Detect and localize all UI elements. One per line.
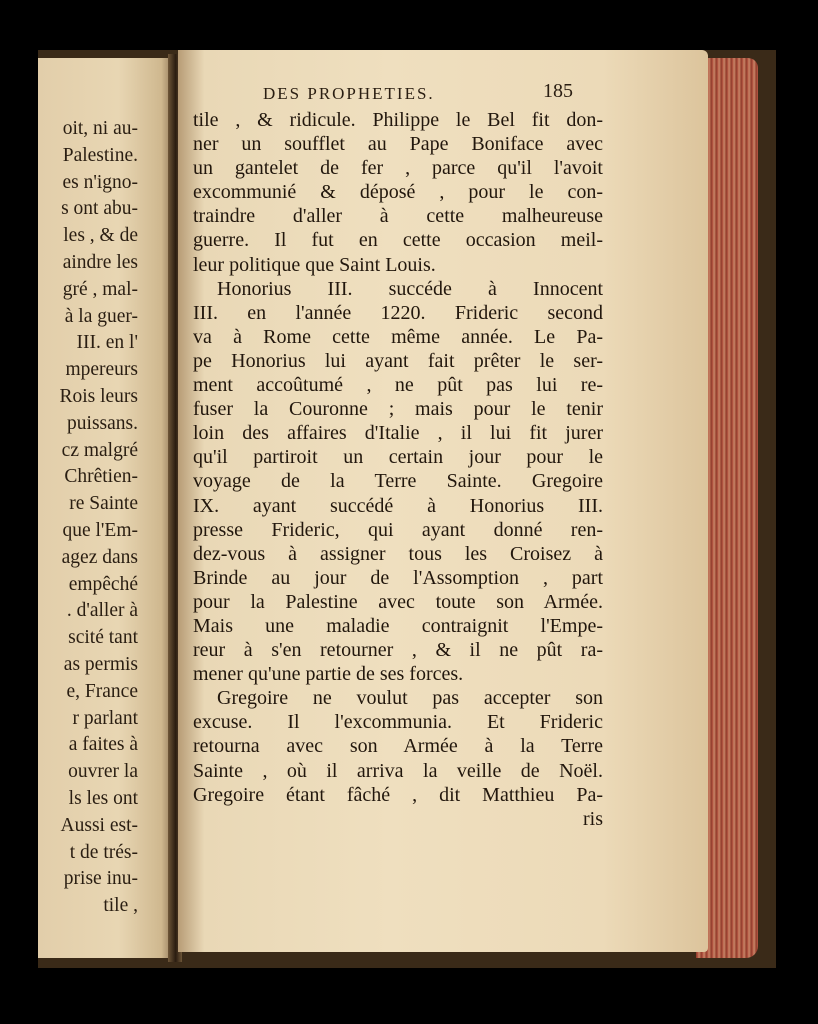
open-book	[38, 50, 776, 968]
text-line: gré , mal-	[62, 278, 138, 300]
page-header	[263, 80, 583, 108]
text-line: scité tant	[68, 627, 138, 649]
text-line: guerre. Il fut en cette occasion meil-	[193, 229, 603, 252]
text-line: un gantelet de fer , parce qu'il l'avoit	[193, 157, 603, 180]
text-line: prise inu-	[63, 868, 138, 890]
text-line: Palestine.	[62, 144, 138, 166]
text-line: re Sainte	[69, 493, 138, 515]
text-line: dez-vous à assigner tous les Croisez à	[193, 542, 603, 565]
text-line: Aussi est-	[60, 814, 138, 836]
text-line: pour la Palestine avec toute son Armée.	[193, 590, 603, 613]
paragraph-start-line: Gregoire ne voulut pas accepter son	[217, 687, 603, 710]
text-line: tile ,	[103, 895, 138, 917]
page-number: 185	[543, 80, 573, 102]
running-title: DES PROPHETIES.	[263, 84, 435, 103]
text-line: III. en l'année 1220. Frideric second	[193, 301, 603, 324]
text-line: Gregoire étant fâché , dit Matthieu Pa-	[193, 783, 603, 806]
text-line: oit, ni au-	[62, 118, 138, 139]
text-line: fuser la Couronne ; mais pour le tenir	[193, 398, 603, 421]
text-line: Rois leurs	[59, 385, 138, 407]
text-line: excommunié & déposé , pour le con-	[193, 181, 603, 204]
text-line: ls les ont	[68, 787, 138, 809]
text-line: tile , & ridicule. Philippe le Bel fit don-	[193, 109, 603, 131]
text-line: IX. ayant succédé à Honorius III.	[193, 494, 603, 517]
text-line: Chrêtien-	[64, 466, 138, 488]
text-line: s ont abu-	[61, 198, 138, 220]
text-line: empêché	[68, 573, 138, 595]
text-line: excuse. Il l'excommunia. Et Frideric	[193, 711, 603, 734]
text-line: qu'il partiroit un certain jour pour le	[193, 446, 603, 469]
text-line: leur politique que Saint Louis.	[193, 253, 436, 276]
text-line: traindre d'aller à cette malheureuse	[193, 205, 603, 228]
text-line: a faites à	[68, 734, 138, 756]
text-line: pe Honorius lui ayant fait prêter le ser-	[193, 349, 603, 372]
text-line: . d'aller à	[66, 600, 138, 622]
left-page	[38, 58, 172, 958]
text-line: ment accoûtumé , ne pût pas lui re-	[193, 374, 603, 397]
text-line: Sainte , où il arriva la veille de Noël.	[193, 759, 603, 782]
text-line: r parlant	[72, 707, 138, 729]
text-line: voyage de la Terre Sainte. Gregoire	[193, 470, 603, 493]
text-line: ouvrer la	[68, 761, 138, 783]
text-line: presse Frideric, qui ayant donné ren-	[193, 518, 603, 541]
right-page-text	[193, 108, 603, 831]
text-line: ner un soufflet au Pape Boniface avec	[193, 133, 603, 156]
text-line: mener qu'une partie de ses forces.	[193, 663, 464, 686]
paragraph-start-line: Honorius III. succéde à Innocent	[217, 277, 603, 300]
text-line: puissans.	[67, 412, 138, 434]
text-line: agez dans	[61, 546, 138, 568]
text-line: mpereurs	[65, 359, 138, 381]
text-line: Brinde au jour de l'Assomption , part	[193, 566, 603, 589]
text-line: que l'Em-	[62, 519, 138, 541]
text-line: va à Rome cette même année. Le Pa-	[193, 325, 603, 348]
left-page-text	[38, 116, 138, 920]
text-line: as permis	[63, 653, 138, 675]
text-line: reur à s'en retourner , & il ne pût ra-	[193, 639, 603, 662]
text-line: à la guer-	[64, 305, 138, 327]
text-line: aindre les	[62, 251, 138, 273]
text-line: es n'igno-	[62, 171, 138, 193]
text-line: loin des affaires d'Italie , il lui fit jurer	[193, 422, 603, 445]
text-line: cz malgré	[61, 439, 138, 461]
text-line: III. en l'	[76, 332, 138, 354]
text-line: retourna avec son Armée à la Terre	[193, 735, 603, 758]
text-line: t de trés-	[69, 841, 138, 863]
text-line: e, France	[66, 680, 138, 702]
catchword: ris	[583, 807, 603, 830]
text-line: les , & de	[63, 225, 138, 247]
text-line: Mais une maladie contraignit l'Empe-	[193, 614, 603, 637]
